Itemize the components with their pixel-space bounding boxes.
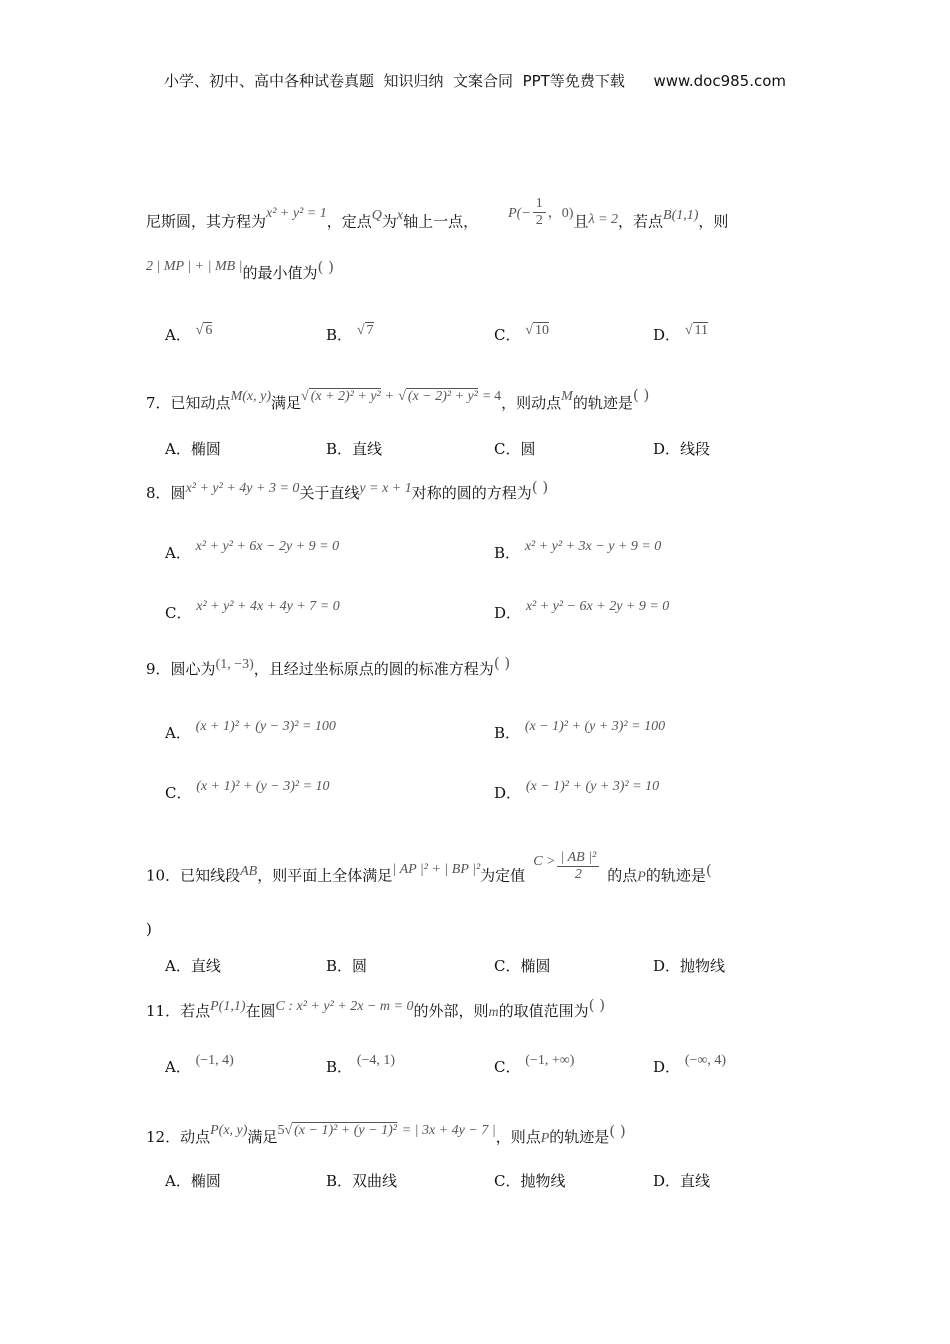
option-label: C． bbox=[494, 1058, 521, 1076]
q12-stem: 12．动点P(x, y)满足5√ (x − 1)² + (y − 1)² = | 3x + 4y − 7 |，则点P的轨迹是( ) bbox=[146, 1122, 626, 1146]
option-label: D． bbox=[653, 957, 681, 975]
q12-option-a bbox=[165, 1170, 221, 1191]
option-label: B． bbox=[326, 1058, 353, 1076]
q6-line2 bbox=[146, 258, 335, 283]
q7-root2: (x − 2)² + y² bbox=[407, 389, 478, 404]
option-value: 椭圆 bbox=[190, 1172, 221, 1190]
option-label: C． bbox=[494, 957, 521, 975]
q8-stem bbox=[146, 478, 549, 503]
q11-circle-equation: C : x² + y² + 2x − m = 0 bbox=[275, 999, 414, 1014]
q6-frac-den: 2 bbox=[535, 213, 543, 228]
option-label: B． bbox=[494, 724, 521, 742]
q12-rhs: = | 3x + 4y − 7 | bbox=[401, 1123, 496, 1138]
q11-text: 在圆 bbox=[245, 1002, 276, 1020]
q7-text: 的轨迹是 bbox=[572, 394, 633, 412]
q6-x-axis: x bbox=[396, 207, 404, 223]
option-value: 7 bbox=[366, 323, 374, 338]
q10-number: 10． bbox=[146, 866, 181, 885]
option-value: 抛物线 bbox=[520, 1172, 566, 1190]
q12-point-p2: P bbox=[540, 1131, 550, 1146]
q7-point-m: M(x, y) bbox=[230, 389, 271, 404]
option-label: A． bbox=[165, 544, 191, 562]
option-value: 直线 bbox=[352, 440, 383, 458]
q6-answer-paren: ( ) bbox=[317, 258, 335, 276]
q6-expression: 2 | MP | + | MB | bbox=[146, 259, 243, 274]
q11-text: 的外部，则 bbox=[413, 1002, 489, 1020]
q7-option-a bbox=[165, 438, 221, 459]
q11-option-d bbox=[653, 1053, 727, 1077]
q9-option-d bbox=[494, 779, 660, 803]
q7-stem: 7．已知动点M(x, y)满足√ (x + 2)² + y² + √ (x − 2)² + y² = 4，则动点M的轨迹是( ) bbox=[146, 386, 650, 412]
option-value: (−1, 4) bbox=[195, 1053, 234, 1068]
option-label: B． bbox=[326, 957, 353, 975]
option-value: (−1, +∞) bbox=[525, 1053, 575, 1068]
q9-stem bbox=[146, 654, 511, 679]
q7-option-c bbox=[494, 438, 536, 459]
option-value: (x − 1)² + (y + 3)² = 10 bbox=[525, 779, 660, 794]
option-label: D． bbox=[494, 604, 522, 622]
option-label: A． bbox=[165, 724, 191, 742]
option-label: C． bbox=[494, 440, 521, 458]
q10-expression: | AP |² + | BP |² bbox=[392, 861, 481, 877]
q9-text: 圆心为 bbox=[170, 660, 216, 678]
q10-text: 为定值 bbox=[480, 866, 526, 885]
q8-text: 圆 bbox=[170, 484, 186, 502]
q7-number: 7． bbox=[146, 394, 171, 412]
option-label: D． bbox=[653, 1172, 681, 1190]
q11-text: 若点 bbox=[180, 1002, 211, 1020]
option-value: 双曲线 bbox=[352, 1172, 398, 1190]
q6-text: ，若点 bbox=[618, 212, 664, 231]
option-value: 直线 bbox=[190, 957, 221, 975]
q8-option-c bbox=[165, 599, 340, 623]
q8-circle-equation: x² + y² + 4y + 3 = 0 bbox=[185, 481, 300, 496]
q7-text: 已知动点 bbox=[170, 394, 231, 412]
option-label: C． bbox=[494, 326, 521, 344]
q8-answer-paren: ( ) bbox=[531, 478, 549, 496]
q10-segment-ab: AB bbox=[240, 863, 258, 879]
q10-constant: C > bbox=[533, 853, 556, 869]
q12-point-p: P(x, y) bbox=[210, 1123, 248, 1138]
option-value: (−4, 1) bbox=[356, 1053, 396, 1068]
q12-option-b bbox=[326, 1170, 397, 1191]
q7-option-b bbox=[326, 438, 382, 459]
option-label: C． bbox=[165, 604, 192, 622]
q7-option-d bbox=[653, 438, 710, 459]
option-value: 11 bbox=[694, 323, 708, 338]
q10-option-c bbox=[494, 955, 551, 976]
q10-paren-close-line bbox=[146, 920, 152, 938]
q9-number: 9． bbox=[146, 660, 171, 678]
option-value: 线段 bbox=[680, 440, 711, 458]
option-value: x² + y² + 4x + 4y + 7 = 0 bbox=[196, 599, 340, 614]
option-value: 圆 bbox=[520, 440, 536, 458]
q11-number: 11． bbox=[146, 1002, 181, 1020]
option-label: C． bbox=[165, 784, 192, 802]
q6-point-p-end: ，0) bbox=[547, 205, 574, 221]
q8-option-d bbox=[494, 599, 670, 623]
q6-lambda: λ = 2 bbox=[588, 211, 618, 227]
q9-center: (1, −3) bbox=[215, 657, 254, 672]
option-label: B． bbox=[494, 544, 521, 562]
option-label: A． bbox=[165, 326, 191, 344]
q10-option-b bbox=[326, 955, 367, 976]
q8-option-a bbox=[165, 539, 340, 563]
q7-answer-paren: ( ) bbox=[632, 386, 650, 404]
option-value: (x + 1)² + (y − 3)² = 10 bbox=[196, 779, 330, 794]
q12-number: 12． bbox=[146, 1128, 181, 1146]
q12-option-c bbox=[494, 1170, 566, 1191]
option-value: x² + y² − 6x + 2y + 9 = 0 bbox=[525, 599, 670, 614]
q11-option-b bbox=[326, 1053, 396, 1077]
q6-point-q: Q bbox=[371, 207, 382, 223]
q8-text: 对称的圆的方程为 bbox=[411, 484, 532, 502]
q10-text: 已知线段 bbox=[180, 866, 241, 885]
q6-point-b: B(1,1) bbox=[663, 207, 699, 223]
q10-text: ，则平面上全体满足 bbox=[257, 866, 393, 885]
q6-text: ，定点 bbox=[326, 212, 372, 231]
q6-text: 轴上一点， bbox=[403, 212, 479, 231]
q12-text: 的轨迹是 bbox=[549, 1128, 610, 1146]
q9-answer-paren: ( ) bbox=[493, 654, 511, 672]
q6-text: ，则 bbox=[698, 212, 729, 231]
q7-root1: (x + 2)² + y² bbox=[310, 389, 381, 404]
q12-answer-paren: ( ) bbox=[609, 1122, 626, 1140]
q7-point-m2: M bbox=[561, 389, 573, 404]
q9-text: ，且经过坐标原点的圆的标准方程为 bbox=[253, 660, 494, 678]
q6-text: 且 bbox=[573, 212, 589, 231]
q10-frac-den: 2 bbox=[574, 867, 582, 882]
q11-stem bbox=[146, 996, 606, 1021]
option-value: (x − 1)² + (y + 3)² = 100 bbox=[524, 719, 666, 734]
option-label: A． bbox=[165, 440, 191, 458]
q12-text: 动点 bbox=[180, 1128, 211, 1146]
option-value: x² + y² + 6x − 2y + 9 = 0 bbox=[195, 539, 340, 554]
q10-text: 的点 bbox=[607, 866, 638, 885]
option-value: 抛物线 bbox=[680, 957, 726, 975]
option-value: 10 bbox=[534, 323, 549, 338]
option-label: D． bbox=[653, 1058, 681, 1076]
q6-option-d: D． √ 11 bbox=[653, 323, 708, 344]
option-value: 椭圆 bbox=[190, 440, 221, 458]
q8-number: 8． bbox=[146, 484, 171, 502]
q10-option-a bbox=[165, 955, 221, 976]
q8-option-b bbox=[494, 539, 662, 563]
q10-answer-paren-open: ( bbox=[705, 860, 712, 879]
q11-param-m: m bbox=[488, 1005, 499, 1020]
q12-option-d bbox=[653, 1170, 710, 1191]
q11-option-c bbox=[494, 1053, 575, 1077]
q12-text: ，则点 bbox=[495, 1128, 541, 1146]
q6-point-p: P(− bbox=[508, 205, 531, 221]
q6-option-b: B． √ 7 bbox=[326, 323, 374, 344]
option-label: D． bbox=[653, 326, 681, 344]
q6-text: 的最小值为 bbox=[242, 264, 318, 282]
q6-circle-equation: x² + y² = 1 bbox=[266, 205, 327, 221]
q10-stem bbox=[146, 850, 712, 893]
q10-text: 的轨迹是 bbox=[645, 866, 706, 885]
q6-option-a: A． √ 6 bbox=[165, 323, 213, 344]
option-label: A． bbox=[165, 957, 191, 975]
q11-answer-paren: ( ) bbox=[588, 996, 606, 1014]
q10-option-d bbox=[653, 955, 725, 976]
q10-fraction bbox=[557, 850, 599, 883]
q9-option-a bbox=[165, 719, 336, 743]
q6-option-c: C． √ 10 bbox=[494, 323, 549, 344]
q11-point-p: P(1,1) bbox=[210, 999, 246, 1014]
q6-text: 尼斯圆，其方程为 bbox=[146, 212, 267, 231]
q8-line-equation: y = x + 1 bbox=[359, 481, 412, 496]
q8-text: 关于直线 bbox=[299, 484, 360, 502]
page-header: 小学、初中、高中各种试卷真题 知识归纳 文案合同 PPT等免费下载 www.doc985.com bbox=[163, 72, 787, 90]
q6-fraction bbox=[533, 196, 546, 229]
q6-line1 bbox=[146, 196, 729, 239]
q10-point-p: P bbox=[637, 869, 646, 885]
option-value: x² + y² + 3x − y + 9 = 0 bbox=[524, 539, 662, 554]
option-label: B． bbox=[326, 1172, 353, 1190]
option-label: B． bbox=[326, 440, 353, 458]
option-value: 椭圆 bbox=[520, 957, 551, 975]
q12-coefficient: 5 bbox=[277, 1123, 285, 1138]
q9-option-b bbox=[494, 719, 666, 743]
q10-frac-num: | AB |² bbox=[557, 850, 599, 867]
option-value: 圆 bbox=[352, 957, 368, 975]
option-label: A． bbox=[165, 1058, 191, 1076]
option-label: D． bbox=[494, 784, 522, 802]
q7-text: 满足 bbox=[270, 394, 301, 412]
option-label: B． bbox=[326, 326, 353, 344]
q6-frac-num: 1 bbox=[533, 196, 546, 213]
option-value: 直线 bbox=[680, 1172, 711, 1190]
q7-plus: + bbox=[385, 389, 394, 404]
option-value: 6 bbox=[205, 323, 213, 338]
q11-option-a bbox=[165, 1053, 234, 1077]
option-label: C． bbox=[494, 1172, 521, 1190]
q6-text: 为 bbox=[381, 212, 397, 231]
option-value: (x + 1)² + (y − 3)² = 100 bbox=[195, 719, 336, 734]
q12-root: (x − 1)² + (y − 1)² bbox=[294, 1123, 397, 1138]
q9-option-c bbox=[165, 779, 330, 803]
q7-equals: = 4 bbox=[482, 389, 502, 404]
q12-text: 满足 bbox=[247, 1128, 278, 1146]
q10-answer-paren-close: ) bbox=[146, 920, 152, 938]
option-label: D． bbox=[653, 440, 681, 458]
q11-text: 的取值范围为 bbox=[498, 1002, 589, 1020]
q7-text: ，则动点 bbox=[501, 394, 562, 412]
option-label: A． bbox=[165, 1172, 191, 1190]
option-value: (−∞, 4) bbox=[684, 1053, 727, 1068]
